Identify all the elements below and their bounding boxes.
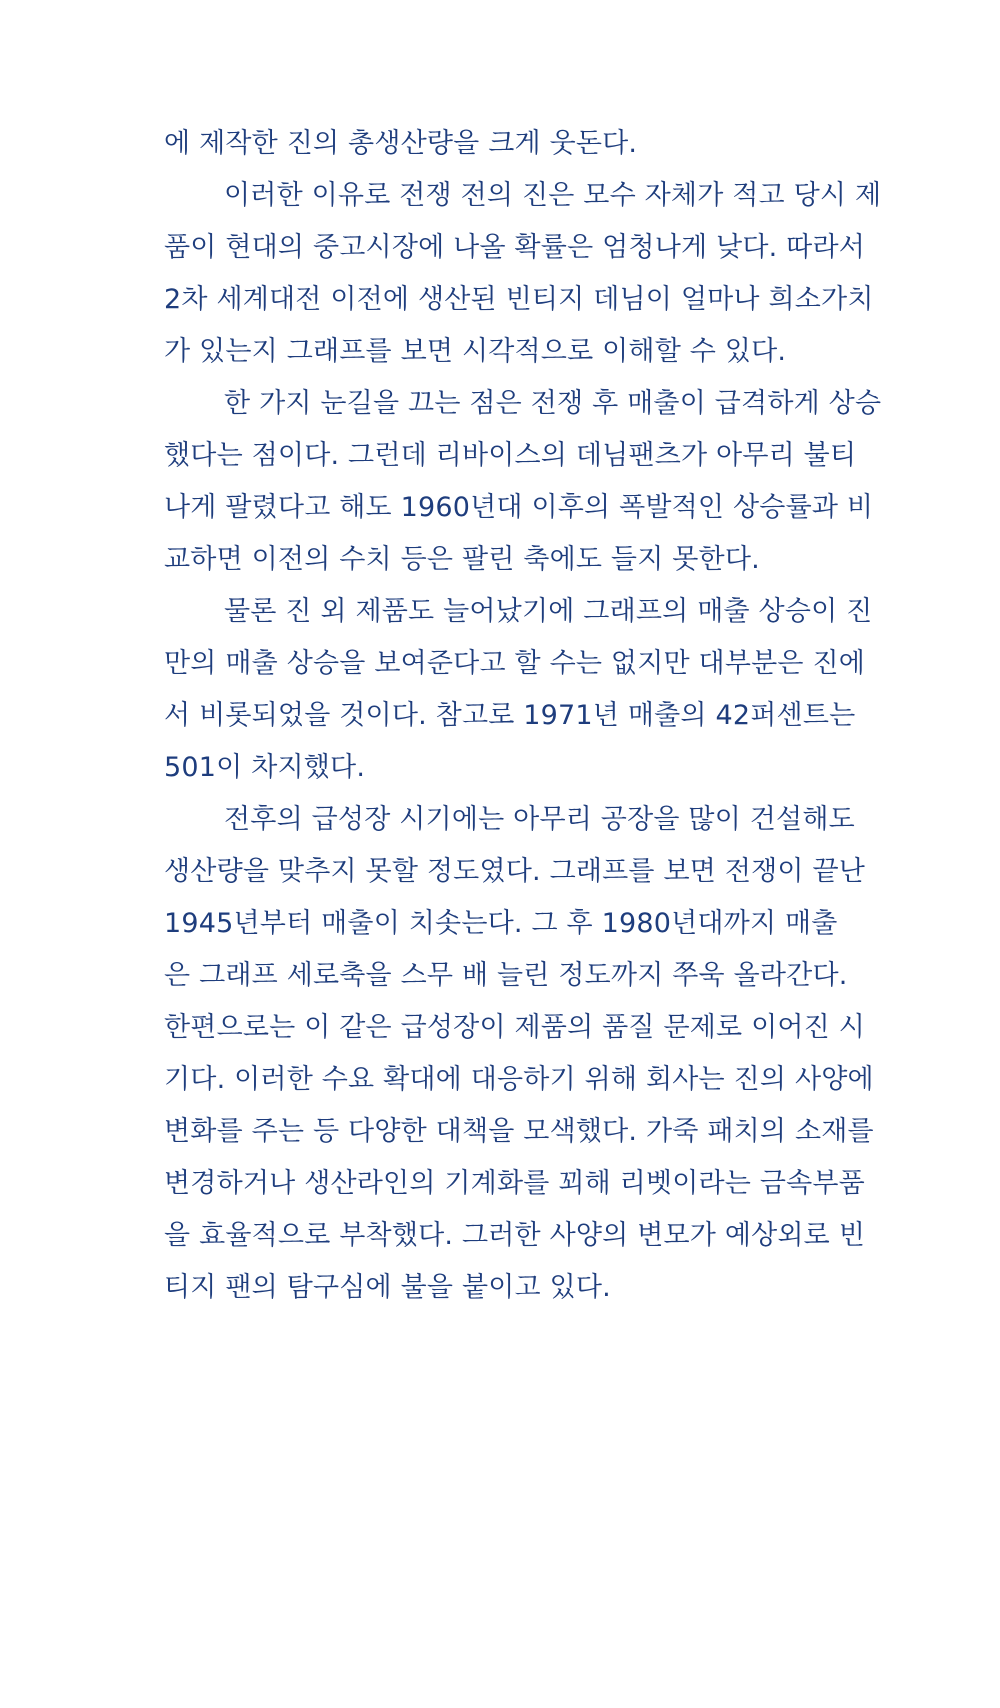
text-line: 전후의 급성장 시기에는 아무리 공장을 많이 건설해도 (224, 804, 855, 835)
text-line: 티지 팬의 탐구심에 불을 붙이고 있다. (164, 1272, 611, 1303)
text-line: 서 비롯되었을 것이다. 참고로 1971년 매출의 42퍼센트는 (164, 700, 856, 731)
text-line: 품이 현대의 중고시장에 나올 확률은 엄청나게 낮다. 따라서 (164, 232, 866, 263)
text-line: 이러한 이유로 전쟁 전의 진은 모수 자체가 적고 당시 제 (224, 180, 882, 211)
text-line: 에 제작한 진의 총생산량을 크게 웃돈다. (164, 128, 638, 159)
paragraph-4 (164, 586, 940, 794)
text-line: 물론 진 외 제품도 늘어났기에 그래프의 매출 상승이 진 (224, 596, 873, 627)
text-line: 했다는 점이다. 그런데 리바이스의 데님팬츠가 아무리 불티 (164, 440, 857, 471)
text-line: 만의 매출 상승을 보여준다고 할 수는 없지만 대부분은 진에 (164, 648, 866, 679)
text-line: 은 그래프 세로축을 스무 배 늘린 정도까지 쭈욱 올라간다. (164, 960, 848, 991)
text-line: 가 있는지 그래프를 보면 시각적으로 이해할 수 있다. (164, 336, 787, 367)
book-page-body (164, 118, 940, 1314)
text-line: 한편으로는 이 같은 급성장이 제품의 품질 문제로 이어진 시 (164, 1012, 866, 1043)
text-line: 교하면 이전의 수치 등은 팔린 축에도 들지 못한다. (164, 544, 760, 575)
text-line: 501이 차지했다. (164, 752, 366, 783)
text-line: 기다. 이러한 수요 확대에 대응하기 위해 회사는 진의 사양에 (164, 1064, 874, 1095)
text-line: 생산량을 맞추지 못할 정도였다. 그래프를 보면 전쟁이 끝난 (164, 856, 866, 887)
text-line: 나게 팔렸다고 해도 1960년대 이후의 폭발적인 상승률과 비 (164, 492, 874, 523)
text-line: 1945년부터 매출이 치솟는다. 그 후 1980년대까지 매출 (164, 908, 838, 939)
text-line: 변화를 주는 등 다양한 대책을 모색했다. 가죽 패치의 소재를 (164, 1116, 874, 1147)
paragraph-1 (164, 118, 940, 170)
paragraph-5 (164, 794, 940, 1314)
text-line: 을 효율적으로 부착했다. 그러한 사양의 변모가 예상외로 빈 (164, 1220, 866, 1251)
text-line: 한 가지 눈길을 끄는 점은 전쟁 후 매출이 급격하게 상승 (224, 388, 882, 419)
paragraph-3 (164, 378, 940, 586)
text-line: 변경하거나 생산라인의 기계화를 꾀해 리벳이라는 금속부품 (164, 1168, 865, 1199)
text-line: 2차 세계대전 이전에 생산된 빈티지 데님이 얼마나 희소가치 (164, 284, 874, 315)
paragraph-2 (164, 170, 940, 378)
